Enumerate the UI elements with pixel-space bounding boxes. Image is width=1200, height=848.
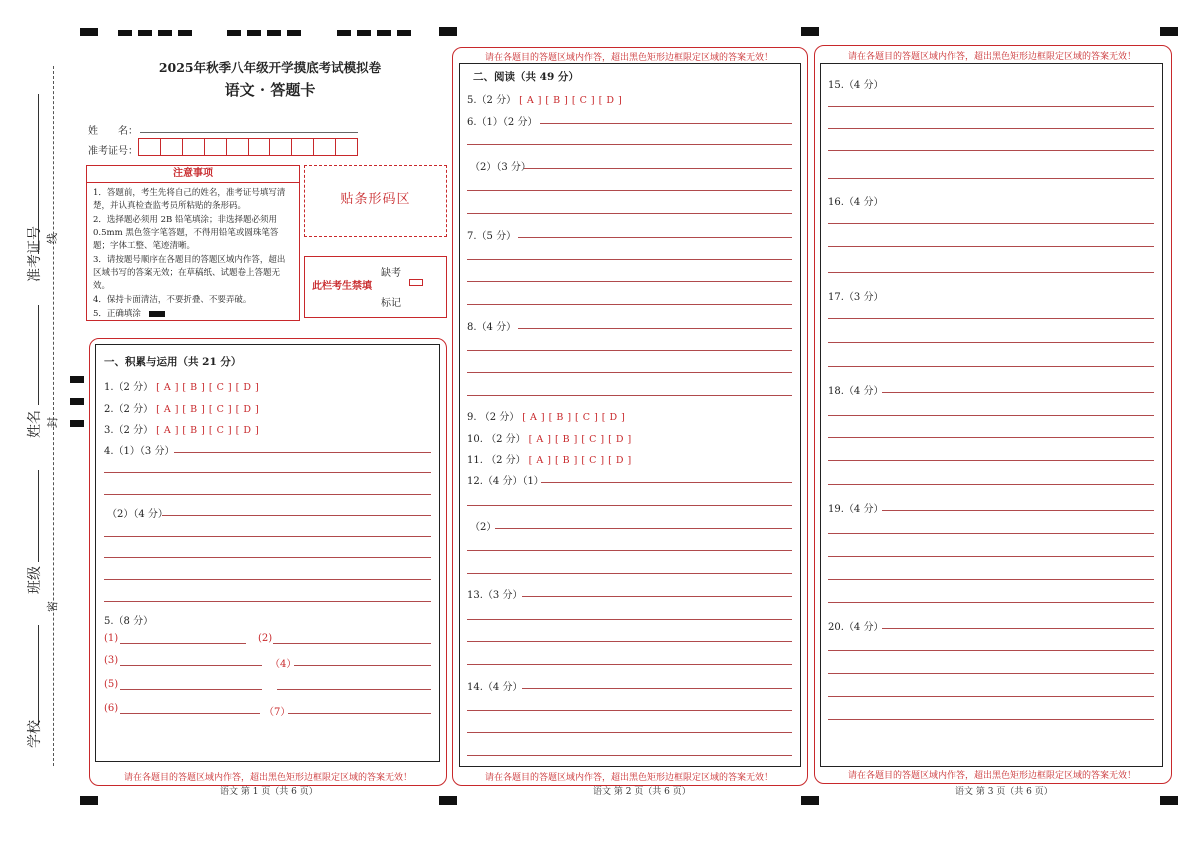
page2-top-warning: 请在各题目的答题区域内作答，超出黑色矩形边框限定区域的答案无效！ [484, 53, 773, 63]
blank-4-label: （4） [270, 659, 297, 670]
absent-box [304, 256, 447, 318]
answer-line[interactable] [882, 628, 1154, 629]
sidebar-exam-id-label: 准考证号 [27, 226, 43, 282]
page3-top-warning: 请在各题目的答题区域内作答，超出黑色矩形边框限定区域的答案无效！ [847, 52, 1136, 62]
page-subtitle: 语文 · 答题卡 [224, 81, 316, 99]
question-6-1-label: 6.（1）（2 分） [467, 117, 538, 128]
answer-line[interactable] [104, 494, 431, 495]
answer-line[interactable] [828, 128, 1154, 129]
question-3-options[interactable]: [ A ] [ B ] [ C ] [ D ] [156, 425, 260, 436]
question-5b-label: 5.（2 分） [467, 95, 517, 106]
registration-mark [138, 30, 152, 36]
answer-line[interactable] [828, 178, 1154, 179]
question-10-options[interactable]: [ A ] [ B ] [ C ] [ D ] [528, 434, 632, 445]
registration-mark [801, 796, 819, 805]
blank-1-line[interactable] [120, 643, 246, 644]
question-20-label: 20.（4 分） [828, 622, 884, 633]
exam-id-digit-box[interactable] [249, 138, 271, 156]
question-15-label: 15.（4 分） [828, 80, 884, 91]
question-19-label: 19.（4 分） [828, 504, 884, 515]
question-2-label: 2.（2 分） [104, 404, 154, 415]
registration-mark [80, 28, 98, 36]
question-18-label: 18.（4 分） [828, 386, 884, 397]
exam-id-digit-box[interactable] [183, 138, 205, 156]
question-11-options[interactable]: [ A ] [ B ] [ C ] [ D ] [528, 455, 632, 466]
answer-line[interactable] [828, 460, 1154, 461]
name-underline [38, 305, 39, 405]
exam-id-digit-box[interactable] [138, 138, 161, 156]
answer-line[interactable] [828, 366, 1154, 367]
registration-mark [247, 30, 261, 36]
registration-mark [80, 796, 98, 805]
answer-line[interactable] [467, 304, 792, 305]
registration-mark [70, 376, 84, 383]
answer-line[interactable] [828, 106, 1154, 107]
answer-line[interactable] [828, 602, 1154, 603]
answer-line[interactable] [104, 536, 431, 537]
answer-line[interactable] [540, 123, 792, 124]
answer-line[interactable] [162, 515, 431, 516]
question-9[interactable] [467, 408, 625, 423]
filled-bubble-example [149, 311, 165, 317]
page2-footer: 语文 第 2 页（共 6 页） [593, 787, 691, 797]
answer-line[interactable] [522, 688, 792, 689]
question-10-label: 10. （2 分） [467, 434, 526, 445]
notice-item: 2．选择题必须用 2B 铅笔填涂；非选择题必须用 0.5mm 黑色签字笔答题，不得用铅笔或圆珠笔答题；字体工整、笔迹清晰。 [93, 215, 279, 251]
notice-item-text: 5．正确填涂 [93, 309, 141, 319]
answer-line[interactable] [467, 573, 792, 574]
notice-box [86, 165, 300, 321]
answer-line[interactable] [828, 223, 1154, 224]
exam-id-digit-box[interactable] [227, 138, 249, 156]
sidebar-line-char: 线 [46, 233, 59, 244]
page1-warning: 请在各题目的答题区域内作答，超出黑色矩形边框限定区域的答案无效！ [123, 773, 412, 783]
question-17-label: 17.（3 分） [828, 292, 884, 303]
question-5b[interactable] [467, 91, 622, 106]
question-7-label: 7.（5 分） [467, 231, 517, 242]
registration-mark [158, 30, 172, 36]
registration-mark [439, 796, 457, 805]
answer-line[interactable] [828, 272, 1154, 273]
class-underline [38, 470, 39, 562]
registration-mark [287, 30, 301, 36]
name-label: 姓 名： [88, 126, 138, 137]
answer-line[interactable] [467, 619, 792, 620]
registration-mark [178, 30, 192, 36]
answer-line[interactable] [828, 246, 1154, 247]
barcode-area-label: 贴条形码区 [340, 192, 411, 207]
question-9-options[interactable]: [ A ] [ B ] [ C ] [ D ] [522, 412, 626, 423]
answer-line[interactable] [467, 281, 792, 282]
question-8-label: 8.（4 分） [467, 322, 517, 333]
question-1-options[interactable]: [ A ] [ B ] [ C ] [ D ] [156, 382, 260, 393]
registration-mark [227, 30, 241, 36]
answer-line[interactable] [467, 350, 792, 351]
question-16-label: 16.（4 分） [828, 197, 884, 208]
registration-mark [267, 30, 281, 36]
section2-title: 二、阅读（共 49 分） [473, 71, 579, 83]
answer-line[interactable] [104, 472, 431, 473]
answer-line[interactable] [467, 664, 792, 665]
barcode-area [304, 165, 447, 237]
answer-line[interactable] [467, 372, 792, 373]
answer-line[interactable] [828, 415, 1154, 416]
question-13-label: 13.（3 分） [467, 590, 523, 601]
answer-line[interactable] [828, 696, 1154, 697]
blank-5b-line[interactable] [277, 689, 431, 690]
registration-mark [1160, 27, 1178, 36]
page3-footer: 语文 第 3 页（共 6 页） [955, 787, 1053, 797]
exam-id-label: 准考证号： [88, 146, 138, 157]
registration-mark [397, 30, 411, 36]
page2-warning: 请在各题目的答题区域内作答，超出黑色矩形边框限定区域的答案无效！ [484, 773, 773, 783]
answer-line[interactable] [467, 395, 792, 396]
answer-line[interactable] [174, 452, 431, 453]
binding-dashed-line [53, 66, 54, 766]
question-6-2-label: （2）（3 分） [470, 162, 531, 173]
registration-mark [439, 27, 457, 36]
question-11[interactable] [467, 451, 632, 466]
page3-warning: 请在各题目的答题区域内作答，超出黑色矩形边框限定区域的答案无效！ [847, 771, 1136, 781]
question-12-1-label: 12.（4 分）（1） [467, 476, 544, 487]
answer-line[interactable] [828, 318, 1154, 319]
blank-3-label: (3) [104, 655, 119, 666]
answer-line[interactable] [467, 755, 792, 756]
answer-line[interactable] [467, 213, 792, 214]
registration-mark [70, 420, 84, 427]
blank-1-label: (1) [104, 633, 119, 644]
registration-mark [118, 30, 132, 36]
exam-id-digit-box[interactable] [161, 138, 183, 156]
question-1-label: 1.（2 分） [104, 382, 154, 393]
section1-title: 一、积累与运用（共 21 分） [104, 356, 242, 368]
registration-mark [377, 30, 391, 36]
blank-5-line[interactable] [120, 689, 262, 690]
question-5b-options[interactable]: [ A ] [ B ] [ C ] [ D ] [519, 95, 623, 106]
name-field[interactable] [140, 132, 358, 133]
registration-mark [337, 30, 351, 36]
answer-line[interactable] [828, 533, 1154, 534]
blank-7-line[interactable] [288, 713, 431, 714]
answer-line[interactable] [882, 510, 1154, 511]
notice-item-fill-example [93, 308, 293, 321]
answer-line[interactable] [882, 392, 1154, 393]
registration-mark [357, 30, 371, 36]
sidebar-school-label: 学校 [27, 720, 43, 748]
sidebar-name-label: 姓名 [27, 410, 43, 438]
blank-5-label: (5) [104, 679, 119, 690]
school-underline [38, 625, 39, 725]
question-4-1-label: 4.（1）（3 分） [104, 446, 175, 457]
registration-mark [801, 27, 819, 36]
answer-line[interactable] [828, 484, 1154, 485]
answer-line[interactable] [495, 528, 792, 529]
question-3-label: 3.（2 分） [104, 425, 154, 436]
exam-id-boxes[interactable] [138, 138, 358, 156]
exam-id-digit-box[interactable] [292, 138, 314, 156]
exam-id-digit-box[interactable] [336, 138, 358, 156]
answer-line[interactable] [522, 596, 792, 597]
question-2[interactable] [104, 400, 259, 415]
exam-id-digit-box[interactable] [270, 138, 292, 156]
page1-footer: 语文 第 1 页（共 6 页） [220, 787, 318, 797]
answer-line[interactable] [828, 719, 1154, 720]
answer-line[interactable] [104, 579, 431, 580]
answer-line[interactable] [467, 710, 792, 711]
answer-line[interactable] [467, 190, 792, 191]
notice-item: 1．答题前，考生先将自己的姓名，准考证号填写清楚，并认真检查监考员所粘贴的条形码。 [93, 188, 286, 211]
question-2-options[interactable]: [ A ] [ B ] [ C ] [ D ] [156, 404, 260, 415]
blank-2-label: (2) [258, 633, 273, 644]
notice-item: 4．保持卡面清洁，不要折叠、不要弄破。 [93, 295, 252, 305]
answer-line[interactable] [828, 673, 1154, 674]
question-3[interactable] [104, 421, 259, 436]
registration-mark [1160, 796, 1178, 805]
answer-line[interactable] [467, 550, 792, 551]
answer-line[interactable] [828, 437, 1154, 438]
answer-line[interactable] [467, 732, 792, 733]
question-14-label: 14.（4 分） [467, 682, 523, 693]
answer-line[interactable] [518, 328, 792, 329]
registration-mark [70, 398, 84, 405]
answer-line[interactable] [828, 150, 1154, 151]
answer-line[interactable] [467, 641, 792, 642]
question-10[interactable] [467, 430, 632, 445]
absent-label: 此栏考生禁填 [312, 281, 372, 292]
exam-id-digit-box[interactable] [205, 138, 227, 156]
answer-line[interactable] [524, 168, 792, 169]
notice-title: 注意事项 [87, 166, 299, 183]
question-9-label: 9. （2 分） [467, 412, 520, 423]
absent-mark-top: 缺考 [381, 268, 401, 279]
sidebar-class-label: 班级 [27, 566, 43, 594]
question-12-2-label: （2） [470, 522, 497, 533]
sidebar-secret-char: 密 [46, 601, 59, 612]
blank-3-line[interactable] [120, 665, 262, 666]
blank-2-line[interactable] [273, 643, 431, 644]
exam-id-digit-box[interactable] [314, 138, 336, 156]
answer-line[interactable] [828, 650, 1154, 651]
answer-line[interactable] [541, 482, 792, 483]
answer-line[interactable] [828, 579, 1154, 580]
question-1[interactable] [104, 378, 259, 393]
question-5-label: 5.（8 分） [104, 616, 154, 627]
answer-line[interactable] [104, 557, 431, 558]
notice-item: 3．请按题号顺序在各题目的答题区域内作答，超出区域书写的答案无效；在草稿纸、试题卷上答题无效。 [93, 255, 286, 291]
absent-mark-bottom: 标记 [381, 298, 401, 309]
sidebar-seal-char: 封 [46, 417, 59, 428]
answer-line[interactable] [828, 556, 1154, 557]
page-title: 2025年秋季八年级开学摸底考试模拟卷 [158, 60, 382, 75]
blank-6-label: (6) [104, 703, 119, 714]
answer-line[interactable] [828, 342, 1154, 343]
blank-4-line[interactable] [294, 665, 431, 666]
answer-line[interactable] [104, 601, 431, 602]
question-4-2-label: （2）（4 分） [107, 509, 168, 520]
answer-line[interactable] [518, 237, 792, 238]
question-11-label: 11. （2 分） [467, 455, 526, 466]
blank-6-line[interactable] [120, 713, 260, 714]
answer-line[interactable] [467, 259, 792, 260]
absent-mark-bubble[interactable] [409, 279, 423, 286]
answer-line[interactable] [467, 144, 792, 145]
answer-line[interactable] [467, 505, 792, 506]
blank-7-label: （7） [264, 707, 291, 718]
